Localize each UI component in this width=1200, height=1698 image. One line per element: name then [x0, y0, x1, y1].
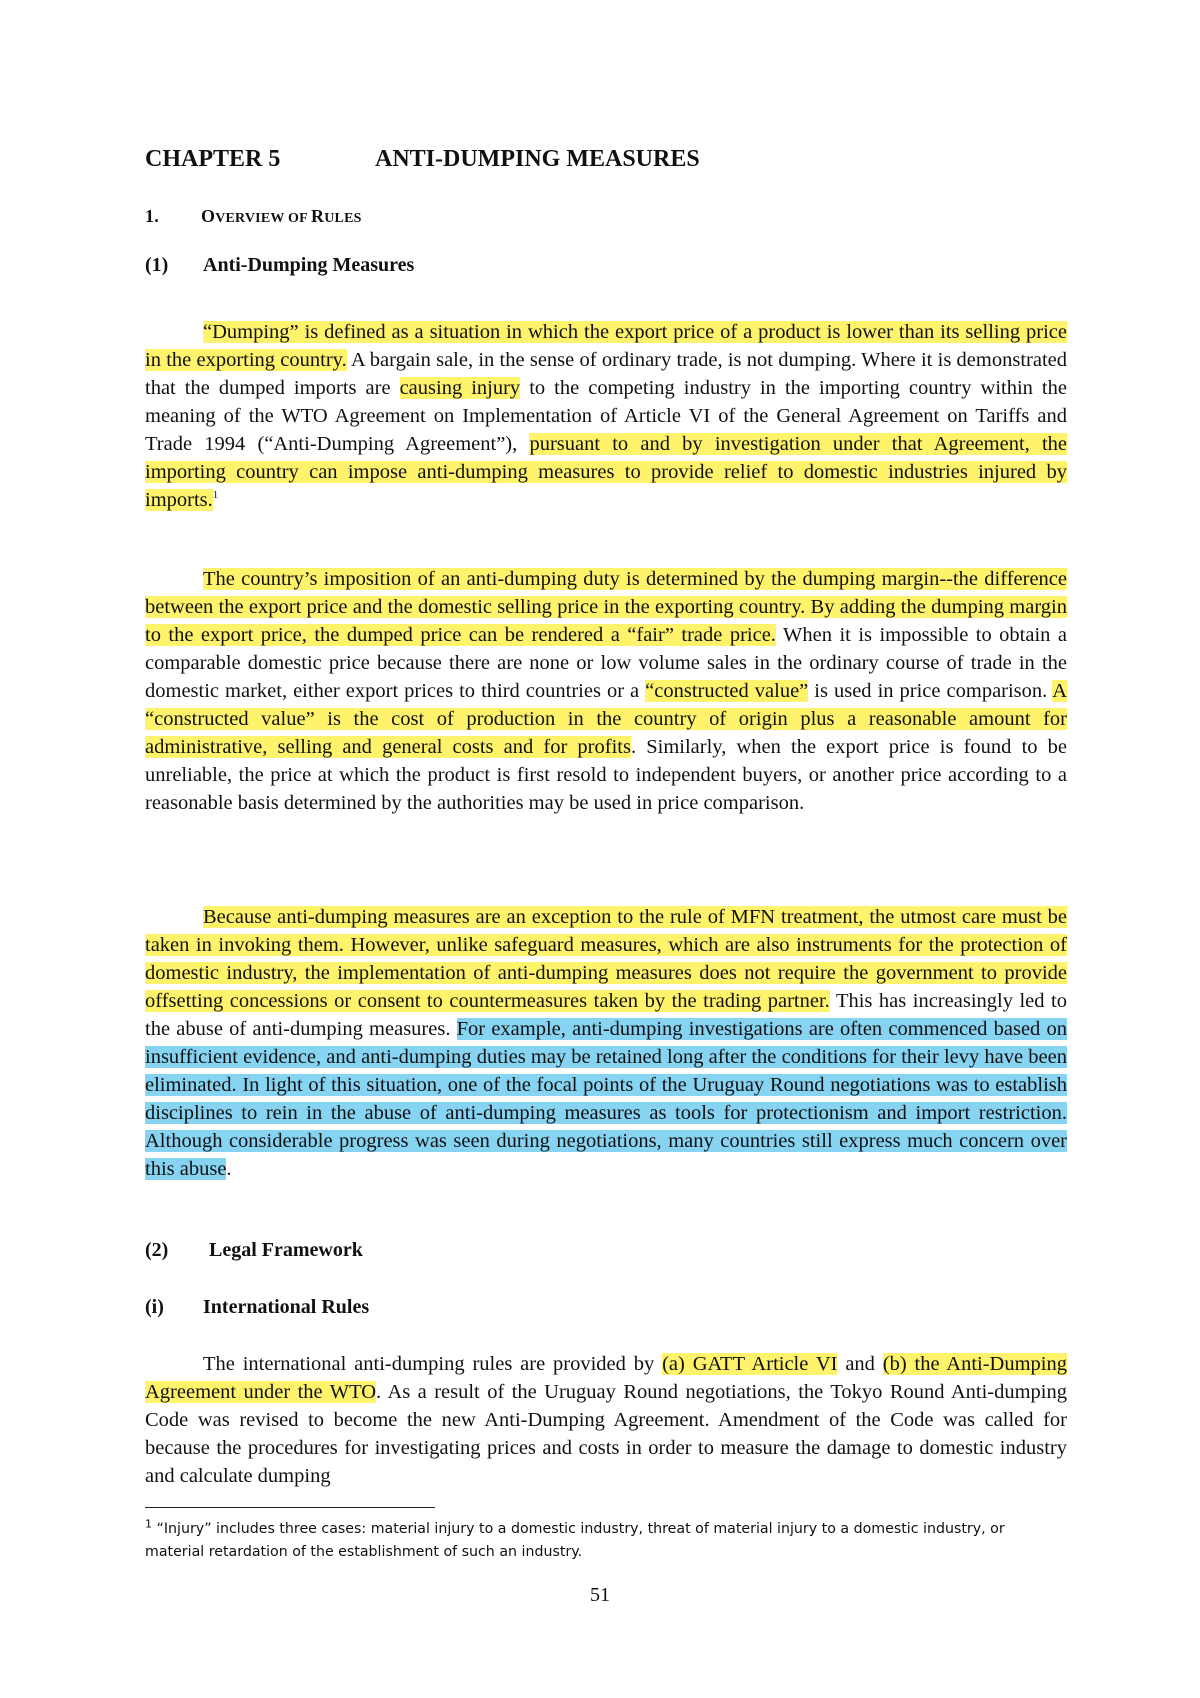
- text-run: A bargain sale, in the sense of ordinary trade, is not dumping. Where it is demonstrated that the dumped imports are: [145, 349, 1067, 399]
- highlight-yellow: Because anti-dumping measures are an exception to the rule of MFN treatment, the utmost care must be taken in invoking them. However, unlike safeguard measures, which are also instruments for the protection of domestic industry, the implementation of anti-dumping measures does not require the government to provide offsetting concessions or consent to countermeasures taken by the trading partner.: [145, 906, 1067, 1012]
- text-run: is used in price comparison.: [808, 680, 1053, 702]
- page-number: 51: [590, 1584, 610, 1606]
- subsection-title: Legal Framework: [209, 1239, 363, 1261]
- subsection-number: (1): [145, 254, 169, 276]
- subsection-title: Anti-Dumping Measures: [203, 254, 415, 276]
- footnote: [145, 1518, 1045, 1564]
- section-title-small-2: ULES: [324, 211, 362, 226]
- subsection-heading: [145, 254, 414, 277]
- text-run: . Similarly, when the export price is found to be unreliable, the price at which the product is first resold to independent buyers, or another price according to a reasonable basis determined by the authorities may be used in price comparison.: [145, 736, 1067, 814]
- section-title-small-1: VERVIEW OF: [215, 211, 312, 226]
- text-run: This has increasingly led to the abuse of anti-dumping measures.: [145, 990, 1067, 1040]
- section-title-cap-1: O: [201, 206, 216, 226]
- highlight-yellow: “constructed value”: [645, 680, 809, 702]
- text-run: to the competing industry in the importing country within the meaning of the WTO Agreement on Implementation of Article VI of the General Agreement on Tariffs and Trade 1994 (“Anti-Dumping Agreement”),: [145, 377, 1067, 455]
- highlight-yellow: (a) GATT Article VI: [662, 1353, 838, 1375]
- highlight-yellow: The country’s imposition of an anti-dumping duty is determined by the dumping margin--the difference between the export price and the domestic selling price in the exporting country. By adding the dumping margin to the export price, the dumped price can be rendered a “fair” trade price.: [145, 568, 1067, 646]
- highlight-yellow: A “constructed value” is the cost of production in the country of origin plus a reasonable amount for administrative, selling and general costs and for profits: [145, 680, 1067, 758]
- subsection-heading: [145, 1239, 363, 1262]
- footnote-mark: 1: [145, 1517, 152, 1531]
- highlight-yellow: causing injury: [399, 377, 521, 399]
- highlight-yellow: pursuant to and by investigation under that Agreement, the importing country can impose anti-dumping measures to provide relief to domestic industries injured by imports.: [145, 433, 1067, 511]
- paragraph-4: [145, 1350, 1067, 1490]
- footnote-divider: [145, 1507, 435, 1508]
- section-heading: [145, 206, 362, 227]
- text-run: . As a result of the Uruguay Round negotiations, the Tokyo Round Anti-dumping Code was revised to become the new Anti-Dumping Agreement. Amendment of the Code was called for because the procedures for investigating prices and costs in order to measure the damage to domestic industry and calculate dumping: [145, 1381, 1067, 1487]
- subsection-title: International Rules: [203, 1296, 370, 1318]
- chapter-heading: [145, 146, 700, 173]
- highlight-blue: For example, anti-dumping investigations are often commenced based on insufficient evidence, and anti-dumping duties may be retained long after the conditions for their levy have been eliminated. In light of this situation, one of the focal points of the Uruguay Round negotiations was to establish disciplines to rein in the abuse of anti-dumping measures as tools for protectionism and import restriction. Although considerable progress was seen during negotiations, many countries still express much concern over this abuse: [145, 1018, 1067, 1180]
- text-run: When it is impossible to obtain a comparable domestic price because there are none or low volume sales in the ordinary course of trade in the domestic market, either export prices to third countries or a: [145, 624, 1067, 702]
- section-number: 1.: [145, 206, 159, 226]
- footnote-reference[interactable]: 1: [212, 489, 219, 502]
- text-run: and: [837, 1353, 883, 1375]
- highlight-yellow: “Dumping” is defined as a situation in which the export price of a product is lower than its selling price in the exporting country.: [145, 321, 1067, 371]
- chapter-number: CHAPTER 5: [145, 146, 281, 172]
- highlight-yellow: (b) the Anti-Dumping Agreement under the WTO: [145, 1353, 1067, 1403]
- subsection-number: (2): [145, 1239, 169, 1261]
- paragraph-3: [145, 903, 1067, 1183]
- chapter-title: ANTI-DUMPING MEASURES: [375, 146, 700, 172]
- text-run: The international anti-dumping rules are provided by: [203, 1353, 663, 1375]
- section-title-cap-2: R: [311, 206, 325, 226]
- paragraph-1: [145, 318, 1067, 514]
- subsection-number: (i): [145, 1296, 164, 1318]
- footnote-text: “Injury” includes three cases: material injury to a domestic industry, threat of material injury to a domestic industry, or material retardation of the establishment of such an industry.: [145, 1521, 1005, 1560]
- text-run: .: [226, 1158, 232, 1180]
- subsection-heading: [145, 1296, 369, 1319]
- paragraph-2: [145, 565, 1067, 817]
